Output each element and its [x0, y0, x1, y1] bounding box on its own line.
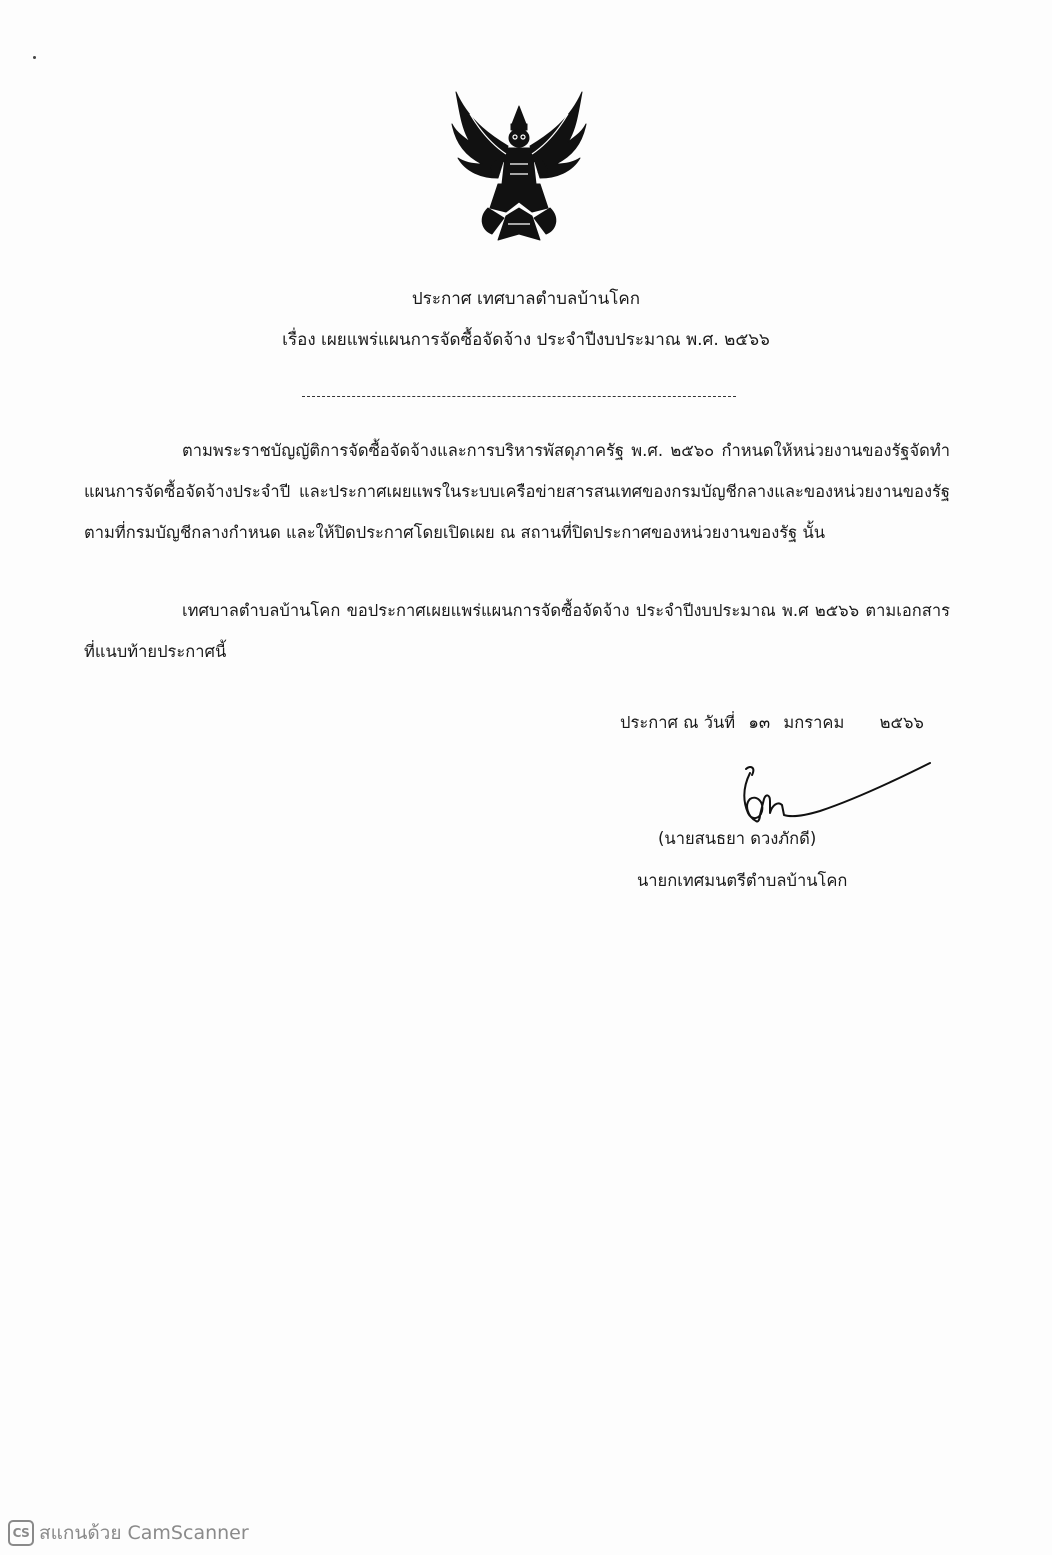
signatory-position: นายกเทศมนตรีตำบลบ้านโคก	[637, 871, 848, 890]
garuda-emblem	[448, 84, 590, 248]
signatory-name: (นายสนธยา ดวงภักดี)	[658, 829, 817, 848]
announcement-issuer: ประกาศ เทศบาลตำบลบ้านโคก	[411, 289, 641, 309]
dateline-month: มกราคม	[783, 713, 845, 732]
camscanner-watermark	[8, 1518, 249, 1548]
dateline-year: ๒๕๖๖	[879, 713, 924, 732]
body-paragraph-1-text: ตามพระราชบัญญัติการจัดซื้อจัดจ้างและการบริหารพัสดุภาครัฐ พ.ศ. ๒๕๖๐ กำหนดให้หน่วยงานของรัฐจัดทำแผนการจัดซื้อจัดจ้างประจำปี และประกาศเผยแพรในระบบเครือข่ายสารสนเทศของกรมบัญชีกลางและของหน่วยงานของรัฐตามที่กรมบัญชีกลางกำหนด และให้ปิดประกาศโดยเปิดเผย ณ สถานที่ปิดประกาศของหน่วยงานของรัฐ นั้น	[84, 441, 950, 542]
watermark-text: สแกนด้วย CamScanner	[39, 1522, 249, 1544]
body-paragraph-1	[84, 430, 950, 553]
body-paragraph-2	[84, 590, 950, 672]
dateline-prefix: ประกาศ ณ วันที่	[620, 713, 736, 732]
dashed-divider	[302, 396, 736, 397]
scan-speck	[33, 56, 36, 59]
dateline	[620, 710, 932, 736]
dateline-day: ๑๓	[748, 713, 771, 732]
body-paragraph-2-text: เทศบาลตำบลบ้านโคก ขอประกาศเผยแพร่แผนการจัดซื้อจัดจ้าง ประจำปีงบประมาณ พ.ศ ๒๕๖๖ ตามเอกสารที่แนบท้ายประกาศนี้	[84, 601, 950, 661]
camscanner-logo-icon: CS	[8, 1520, 34, 1546]
announcement-subject: เรื่อง เผยแพร่แผนการจัดซื้อจัดจ้าง ประจำปีงบประมาณ พ.ศ. ๒๕๖๖	[282, 330, 770, 350]
handwritten-signature	[730, 755, 940, 835]
